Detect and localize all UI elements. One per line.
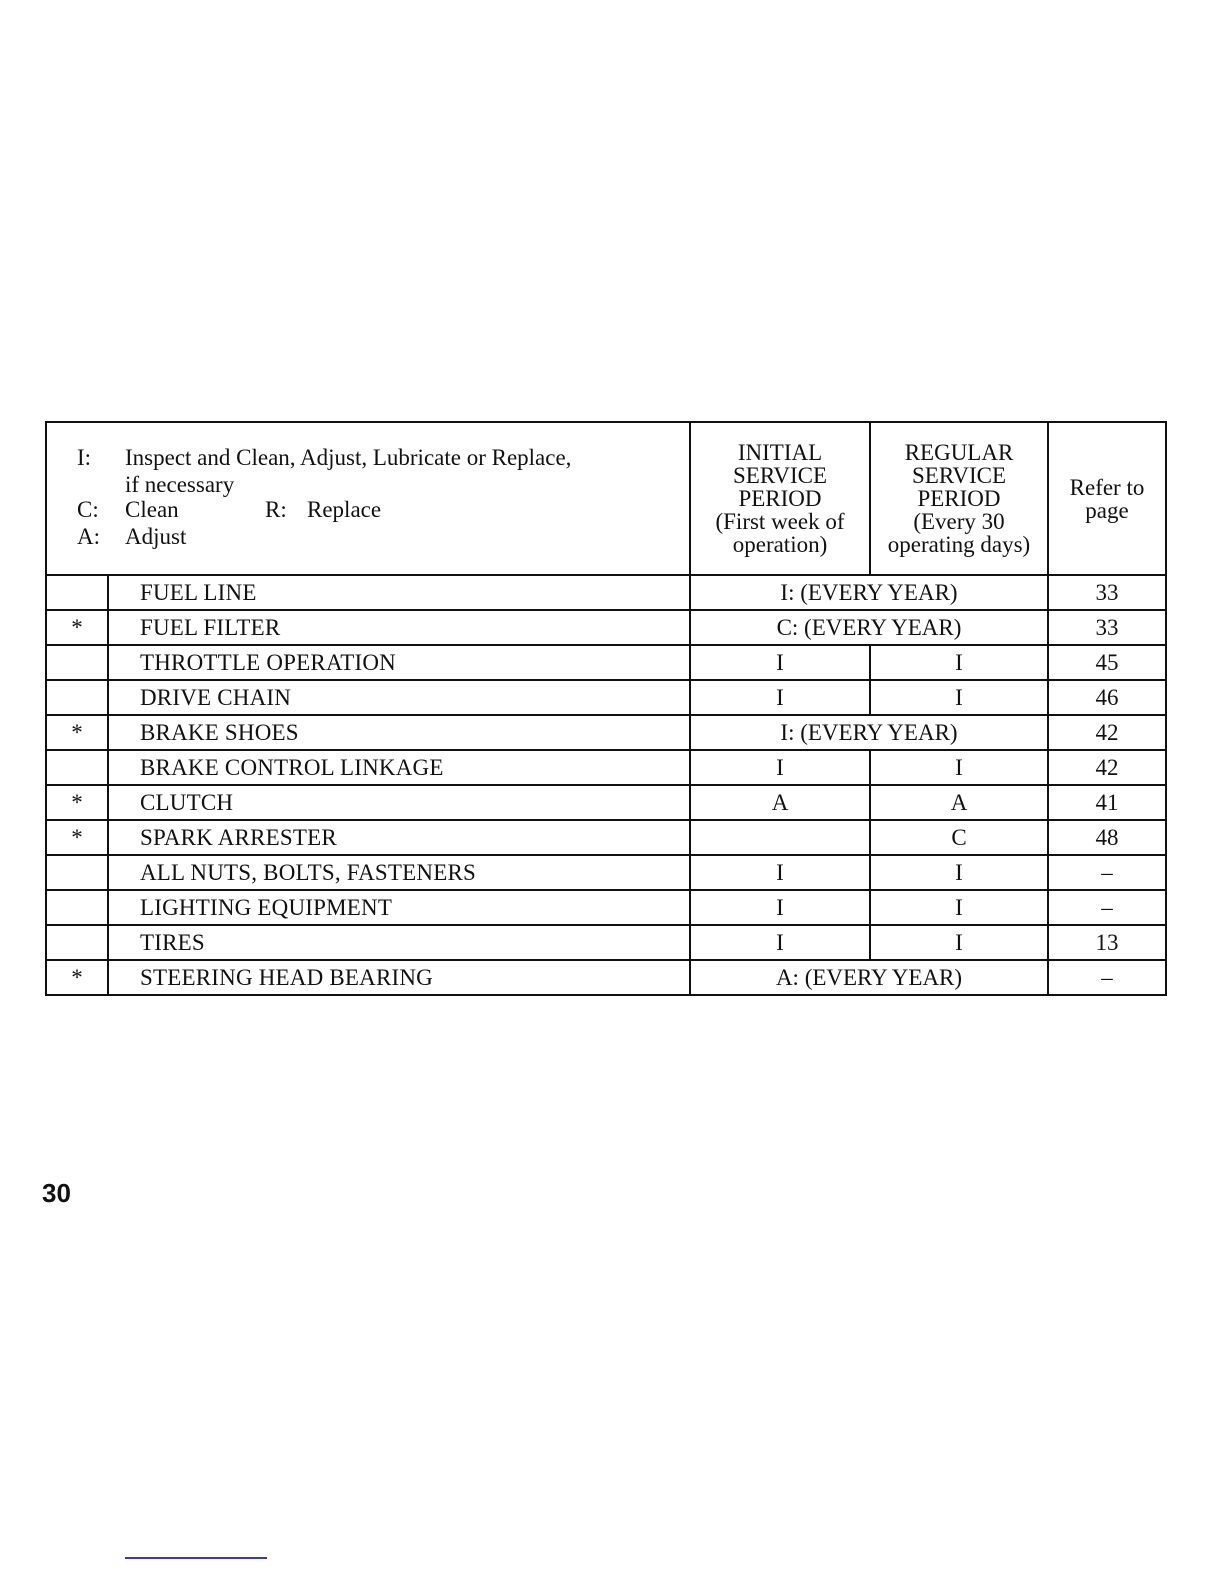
legend-text: Inspect and Clean, Adjust, Lubricate or Replace, bbox=[125, 444, 572, 470]
header-line: SERVICE bbox=[733, 463, 827, 488]
combined-interval: A: (EVERY YEAR) bbox=[690, 960, 1048, 995]
header-line: REGULAR bbox=[904, 440, 1014, 465]
table-row bbox=[46, 890, 1166, 925]
service-item: BRAKE SHOES bbox=[108, 715, 690, 750]
service-item: ALL NUTS, BOLTS, FASTENERS bbox=[108, 855, 690, 890]
table-row bbox=[46, 960, 1166, 995]
service-item: TIRES bbox=[108, 925, 690, 960]
refer-page: 45 bbox=[1048, 645, 1166, 680]
table-row bbox=[46, 680, 1166, 715]
special-service-mark: * bbox=[46, 610, 108, 645]
header-line: (Every 30 bbox=[913, 509, 1005, 534]
legend-line-clean bbox=[77, 498, 689, 525]
footer-rule bbox=[125, 1557, 267, 1559]
header-line: operation) bbox=[732, 532, 828, 557]
service-item: BRAKE CONTROL LINKAGE bbox=[108, 750, 690, 785]
combined-interval: C: (EVERY YEAR) bbox=[690, 610, 1048, 645]
service-item: CLUTCH bbox=[108, 785, 690, 820]
refer-page: 42 bbox=[1048, 715, 1166, 750]
refer-page: 48 bbox=[1048, 820, 1166, 855]
service-item: STEERING HEAD BEARING bbox=[108, 960, 690, 995]
initial-interval: I bbox=[690, 855, 870, 890]
page-number: 30 bbox=[42, 1178, 71, 1208]
legend-key: A: bbox=[77, 523, 100, 549]
table-row bbox=[46, 750, 1166, 785]
legend-key: C: bbox=[77, 496, 99, 522]
special-service-mark: * bbox=[46, 715, 108, 750]
table-row bbox=[46, 820, 1166, 855]
special-service-mark bbox=[46, 855, 108, 890]
refer-page: 13 bbox=[1048, 925, 1166, 960]
special-service-mark bbox=[46, 680, 108, 715]
header-line: page bbox=[1085, 497, 1129, 523]
legend-line-adjust bbox=[77, 525, 689, 552]
initial-interval: I bbox=[690, 750, 870, 785]
legend-key: I: bbox=[77, 444, 92, 470]
header-line: PERIOD bbox=[738, 486, 822, 511]
special-service-mark bbox=[46, 645, 108, 680]
regular-interval: I bbox=[870, 890, 1048, 925]
service-item: FUEL LINE bbox=[108, 575, 690, 610]
header-line: Refer to bbox=[1069, 474, 1145, 500]
service-item: FUEL FILTER bbox=[108, 610, 690, 645]
special-service-mark: * bbox=[46, 785, 108, 820]
service-item: DRIVE CHAIN bbox=[108, 680, 690, 715]
refer-page: – bbox=[1048, 890, 1166, 925]
special-service-mark bbox=[46, 750, 108, 785]
legend-continuation: if necessary bbox=[125, 471, 235, 497]
initial-interval bbox=[690, 820, 870, 855]
legend-text: Replace bbox=[307, 496, 382, 522]
header-line: INITIAL bbox=[737, 440, 823, 465]
refer-page: 33 bbox=[1048, 575, 1166, 610]
refer-page: 46 bbox=[1048, 680, 1166, 715]
regular-interval: I bbox=[870, 925, 1048, 960]
regular-interval: I bbox=[870, 680, 1048, 715]
refer-page: 41 bbox=[1048, 785, 1166, 820]
initial-interval: I bbox=[690, 890, 870, 925]
regular-interval: I bbox=[870, 855, 1048, 890]
refer-page-header bbox=[1048, 422, 1166, 575]
table-row bbox=[46, 645, 1166, 680]
header-row bbox=[46, 422, 1166, 575]
legend-text: Adjust bbox=[125, 523, 187, 549]
header-line: (First week of bbox=[715, 509, 845, 534]
refer-page: 42 bbox=[1048, 750, 1166, 785]
initial-interval: I bbox=[690, 680, 870, 715]
table-row bbox=[46, 575, 1166, 610]
refer-page: – bbox=[1048, 960, 1166, 995]
special-service-mark: * bbox=[46, 820, 108, 855]
special-service-mark bbox=[46, 925, 108, 960]
table-row bbox=[46, 855, 1166, 890]
regular-interval: C bbox=[870, 820, 1048, 855]
regular-period-header bbox=[870, 422, 1048, 575]
initial-interval: I bbox=[690, 645, 870, 680]
service-item: LIGHTING EQUIPMENT bbox=[108, 890, 690, 925]
service-item: SPARK ARRESTER bbox=[108, 820, 690, 855]
special-service-mark bbox=[46, 575, 108, 610]
initial-interval: I bbox=[690, 925, 870, 960]
header-line: operating days) bbox=[887, 532, 1031, 557]
initial-interval: A bbox=[690, 785, 870, 820]
maintenance-schedule-table bbox=[45, 421, 1167, 996]
legend-line-inspect bbox=[77, 446, 689, 473]
legend-text: Clean bbox=[125, 496, 179, 522]
header-line: PERIOD bbox=[917, 486, 1001, 511]
legend-cell bbox=[46, 422, 690, 575]
header-line: SERVICE bbox=[912, 463, 1006, 488]
refer-page: 33 bbox=[1048, 610, 1166, 645]
table-row bbox=[46, 715, 1166, 750]
legend-key: R: bbox=[265, 496, 287, 522]
special-service-mark: * bbox=[46, 960, 108, 995]
initial-period-header bbox=[690, 422, 870, 575]
table-row bbox=[46, 925, 1166, 960]
combined-interval: I: (EVERY YEAR) bbox=[690, 575, 1048, 610]
regular-interval: I bbox=[870, 645, 1048, 680]
regular-interval: A bbox=[870, 785, 1048, 820]
combined-interval: I: (EVERY YEAR) bbox=[690, 715, 1048, 750]
regular-interval: I bbox=[870, 750, 1048, 785]
service-item: THROTTLE OPERATION bbox=[108, 645, 690, 680]
special-service-mark bbox=[46, 890, 108, 925]
refer-page: – bbox=[1048, 855, 1166, 890]
table-row bbox=[46, 610, 1166, 645]
table-row bbox=[46, 785, 1166, 820]
